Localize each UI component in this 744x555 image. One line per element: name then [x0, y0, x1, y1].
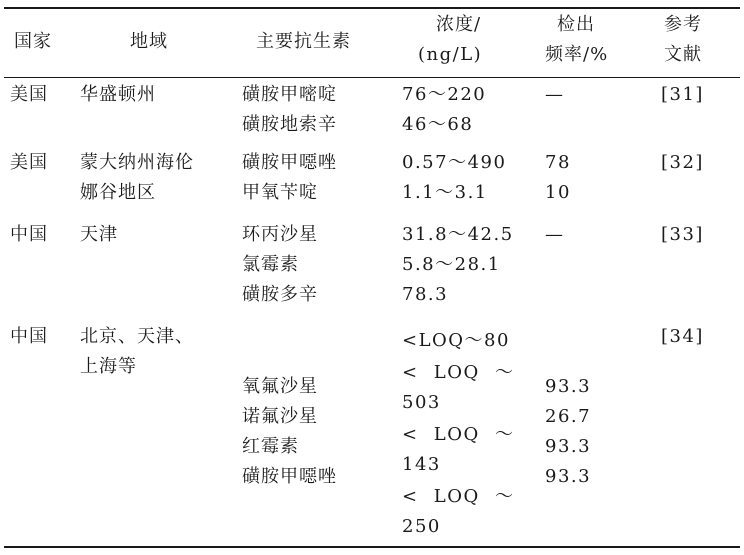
- cell-country: 中国: [10, 224, 48, 245]
- cell-antibiotic: 磺胺甲嘧啶: [242, 84, 337, 105]
- header-reference-line2: 文献: [664, 44, 702, 65]
- cell-region: 华盛顿州: [80, 84, 156, 105]
- cell-concentration: < LOQ ～: [402, 362, 515, 383]
- cell-reference: [31]: [661, 84, 704, 105]
- cell-frequency: —: [545, 84, 564, 105]
- cell-reference: [32]: [661, 152, 704, 173]
- cell-antibiotic: 磺胺甲噁唑: [242, 152, 337, 173]
- cell-frequency: 10: [545, 182, 571, 203]
- cell-antibiotic: 氧氟沙星: [242, 376, 318, 397]
- top-rule: [4, 7, 740, 9]
- cell-concentration: 0.57～490: [402, 152, 507, 173]
- header-frequency-line1: 检出: [557, 14, 595, 35]
- cell-frequency: 78: [545, 152, 571, 173]
- cell-country: 中国: [10, 326, 48, 347]
- header-frequency-line2: 频率/%: [545, 44, 609, 65]
- cell-concentration: < LOQ ～: [402, 486, 515, 507]
- cell-region: 娜谷地区: [80, 182, 156, 203]
- cell-frequency: 93.3: [545, 466, 592, 487]
- cell-antibiotic: 磺胺地索辛: [242, 114, 337, 135]
- cell-region: 蒙大纳州海伦: [80, 152, 194, 173]
- cell-concentration: 78.3: [402, 284, 449, 305]
- header-antibiotic: 主要抗生素: [256, 31, 351, 52]
- cell-antibiotic: 磺胺甲噁唑: [242, 466, 337, 487]
- header-reference-line1: 参考: [664, 14, 702, 35]
- cell-concentration: 5.8～28.1: [402, 254, 501, 275]
- cell-reference: [33]: [661, 224, 704, 245]
- cell-region: 天津: [80, 224, 118, 245]
- cell-antibiotic: 环丙沙星: [242, 224, 318, 245]
- header-concentration-line2: (ng/L): [418, 44, 483, 65]
- header-region: 地域: [130, 31, 168, 52]
- header-rule: [4, 77, 740, 78]
- cell-concentration: 31.8～42.5: [402, 224, 514, 245]
- header-concentration-line1: 浓度/: [436, 14, 482, 35]
- bottom-rule: [4, 546, 740, 548]
- cell-concentration: <LOQ～80: [402, 330, 510, 351]
- cell-concentration: 143: [402, 454, 441, 475]
- cell-antibiotic: 磺胺多辛: [242, 284, 318, 305]
- cell-region: 北京、天津、: [80, 326, 194, 347]
- cell-reference: [34]: [661, 326, 704, 347]
- cell-frequency: 93.3: [545, 376, 592, 397]
- cell-concentration: 1.1～3.1: [402, 182, 488, 203]
- cell-concentration: 46～68: [402, 114, 474, 135]
- header-country: 国家: [14, 31, 52, 52]
- cell-antibiotic: 红霉素: [242, 436, 299, 457]
- cell-country: 美国: [10, 84, 48, 105]
- cell-concentration: < LOQ ～: [402, 424, 515, 445]
- cell-region: 上海等: [80, 356, 137, 377]
- cell-concentration: 503: [402, 392, 441, 413]
- cell-concentration: 250: [402, 516, 441, 537]
- cell-antibiotic: 甲氧苄啶: [242, 182, 318, 203]
- cell-concentration: 76～220: [402, 84, 487, 105]
- cell-frequency: —: [545, 224, 564, 245]
- cell-antibiotic: 诺氟沙星: [242, 406, 318, 427]
- cell-antibiotic: 氯霉素: [242, 254, 299, 275]
- cell-frequency: 93.3: [545, 436, 592, 457]
- cell-frequency: 26.7: [545, 406, 592, 427]
- cell-country: 美国: [10, 152, 48, 173]
